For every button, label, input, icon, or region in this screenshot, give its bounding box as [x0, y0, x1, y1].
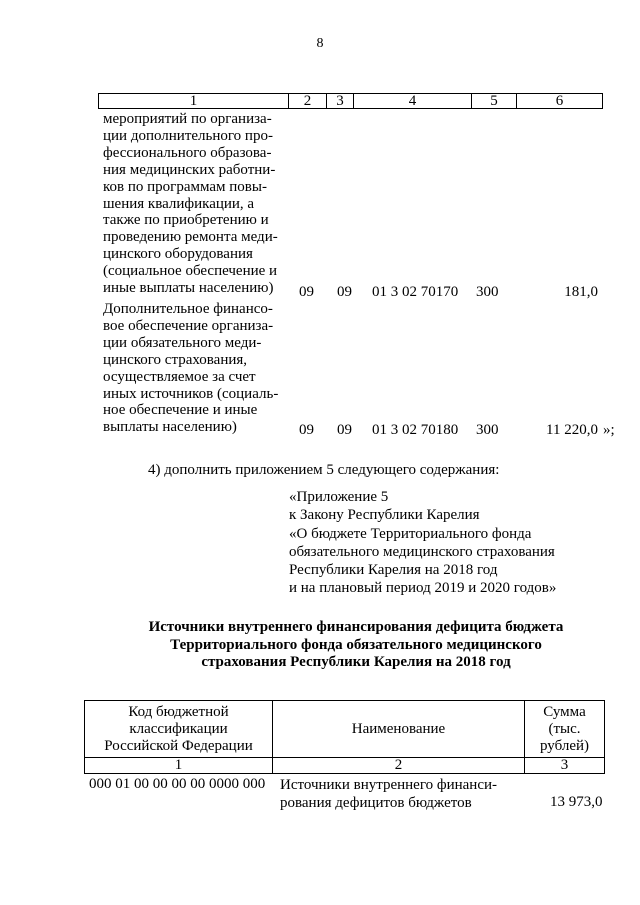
table2-header-code: [85, 701, 273, 757]
table1-header-col-1: 1: [99, 94, 289, 108]
table1-header-col-4: 4: [354, 94, 472, 108]
table2-header-sum-text: Сумма (тыс. рублей): [539, 703, 590, 754]
table1-row-2-vr: 300: [476, 422, 499, 438]
table2-number-row: [85, 758, 604, 773]
table1-row-2-sum: 11 220,0: [546, 422, 598, 438]
table1-row-2-csr: 01 3 02 70180: [372, 422, 459, 438]
table1-row-1-description: мероприятий по организа- ции дополнительного про- фессионального образова- ния медицинских работни- ков по программам повы- шения квалификации, а также по приобретению и проведению ремонта меди- цинского оборудования (социальное обеспечение и иные выплаты населению): [103, 111, 278, 297]
table2-row-1-code: 000 01 00 00 00 00 0000 000: [89, 776, 266, 792]
table2-header-sum: [525, 701, 604, 757]
appendix-caption: «Приложение 5 к Закону Республики Карелия «О бюджете Территориального фонда обязательного медицинского страхования Республики Карелия на 2018 год и на плановый период 2019 и 2020 годов»: [289, 489, 557, 597]
amendment-intro: 4) дополнить приложением 5 следующего содержания:: [148, 462, 500, 478]
table1-row-1-rz: 09: [299, 284, 314, 300]
table1-row-2-description: Дополнительное финансо- вое обеспечение организа- ции обязательного меди- цинского страхования, осуществляемое за счет иных источников (социаль- ное обеспечение и иные выплаты населению): [103, 301, 279, 436]
table1-header-col-5: 5: [472, 94, 517, 108]
table1-header-col-3: 3: [327, 94, 354, 108]
table2-number-3: 3: [560, 757, 569, 773]
table2-number-2: 2: [273, 758, 525, 773]
table1-row-2-closing-quote: »;: [603, 422, 615, 438]
table2-header-name: [273, 701, 525, 757]
table2-row-1-sum: 13 973,0: [550, 794, 603, 810]
table2-row-1-name: Источники внутреннего финанси- рования дефицитов бюджетов: [280, 777, 498, 811]
table1-row-2-pr: 09: [337, 422, 352, 438]
table1-header-col-6: 6: [555, 93, 564, 109]
table1-header: [98, 93, 603, 109]
table1-row-1-sum: 181,0: [564, 284, 598, 300]
table2: [84, 700, 605, 774]
table1-row-1-vr: 300: [476, 284, 499, 300]
table1-row-2-rz: 09: [299, 422, 314, 438]
table2-header-row: [85, 701, 604, 758]
page-number: 8: [316, 36, 324, 51]
document-title: [0, 619, 640, 672]
table1-header-col-2: 2: [289, 94, 327, 108]
table1-row-1-csr: 01 3 02 70170: [372, 284, 459, 300]
title-line-3: страхования Республики Карелия на 2018 год: [201, 654, 511, 670]
table2-header-name-text: Наименование: [351, 720, 446, 737]
title-line-1: Источники внутреннего финансирования дефицита бюджета: [148, 619, 564, 635]
table1-row-1-pr: 09: [337, 284, 352, 300]
title-line-2: Территориального фонда обязательного медицинского: [170, 636, 542, 653]
table2-number-1: 1: [85, 758, 273, 773]
table2-header-code-text: Код бюджетной классификации Российской Федерации: [104, 703, 253, 754]
